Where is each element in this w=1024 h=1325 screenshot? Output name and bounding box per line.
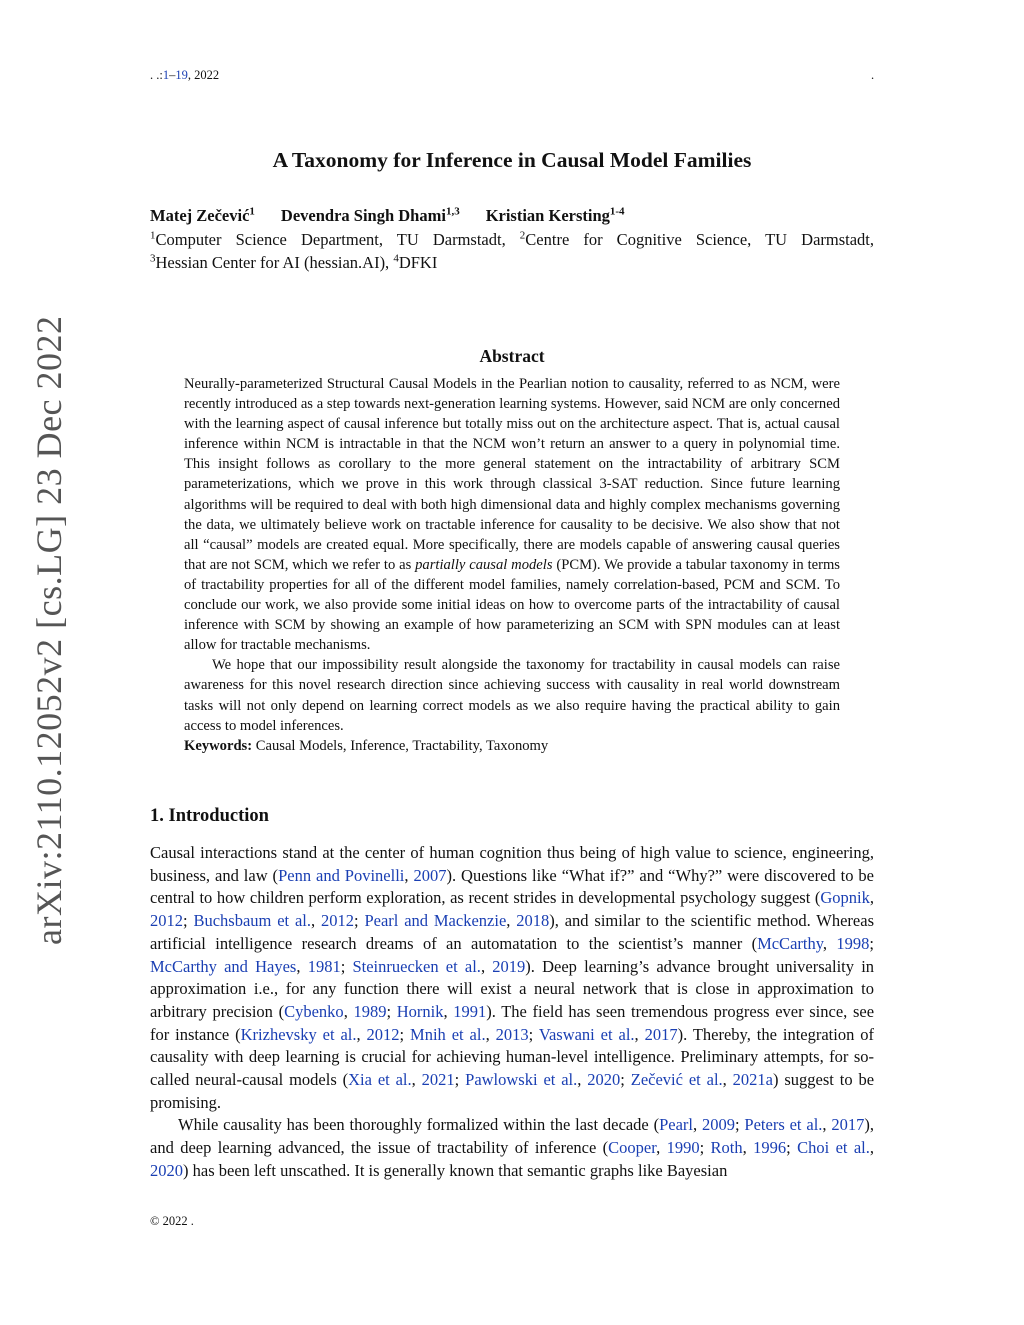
citation-link[interactable]: Cooper (608, 1138, 657, 1158)
arxiv-sidebar-stamp: arXiv:2110.12052v2 [cs.LG] 23 Dec 2022 (29, 315, 69, 945)
citation-link[interactable]: Penn and Povinelli (278, 865, 405, 885)
running-header-right: . (871, 68, 875, 82)
citation-link[interactable]: Mnih et al. (410, 1024, 486, 1044)
body-paragraph (150, 1114, 874, 1182)
body-text: , (822, 1115, 832, 1135)
body-text: ; (869, 933, 874, 953)
citation-link[interactable]: 2012 (321, 911, 354, 931)
body-text: ; (699, 1138, 711, 1158)
citation-link[interactable]: 2021a (732, 1070, 773, 1090)
citation-link[interactable]: 2021 (421, 1070, 455, 1090)
author-name: Kristian Kersting (485, 206, 610, 225)
body-text: ; (620, 1070, 631, 1090)
citation-link[interactable]: Pawlowski et al. (465, 1070, 578, 1090)
citation-link[interactable]: Hornik (396, 1001, 444, 1021)
citation-link[interactable]: 2020 (587, 1070, 621, 1090)
body-text: ) has been left unscathed. It is generally known that semantic graphs like Bayesian (183, 1160, 728, 1180)
citation-link[interactable]: 1990 (666, 1138, 700, 1158)
citation-link[interactable]: 1998 (836, 933, 870, 953)
body-text: , (411, 1070, 422, 1090)
body-text: ). The field has seen tremendous progress ever since, see for instance ( (150, 1001, 875, 1044)
citation-link[interactable]: 2019 (492, 956, 526, 976)
body-text: , (343, 1001, 354, 1021)
keywords: Keywords: Causal Models, Inference, Tractability, Taxonomy (184, 737, 549, 754)
citation-link[interactable]: Cybenko (284, 1001, 344, 1021)
author-list: Matej Zečević$^1$ Devendra Singh Dhami$^{1,3}$ Kristian Kersting$^{1-4}$ (150, 205, 625, 225)
body-paragraph (150, 842, 874, 1114)
body-text: , (869, 1138, 875, 1158)
citation-link[interactable]: Vaswani et al. (538, 1024, 635, 1044)
citation-link[interactable]: 2007 (413, 865, 447, 885)
body-text: , (869, 888, 874, 908)
body-text: , (692, 1115, 702, 1135)
body-text: ), and similar to the scientific method. Whereas artificial intelligence research dreams of an automatation to the scientist’s manner ( (150, 911, 874, 953)
body-text: ). Deep learning’s advance brought universality in approximation i.e., for any function there will exist a neural network that is close in approximation to arbitrary precision ( (150, 956, 875, 1021)
citation-link[interactable]: Krizhevsky et al. (240, 1024, 357, 1044)
citation-link[interactable]: Steinruecken et al. (352, 956, 481, 976)
body-text: ) suggest to be promising. (150, 1070, 875, 1112)
affiliation-line-2: $^3$Hessian Center for AI (hessian.AI), $^4$DFKI (150, 252, 438, 272)
citation-link[interactable]: Roth (710, 1138, 743, 1158)
citation-link[interactable]: Pearl and Mackenzie (364, 911, 507, 931)
author-name: Devendra Singh Dhami (280, 206, 446, 225)
body-text: , (404, 865, 414, 885)
citation-link[interactable]: Choi et al. (797, 1138, 870, 1158)
body-text: , (577, 1070, 588, 1090)
body-text: , (311, 911, 321, 931)
citation-link[interactable]: 2020 (150, 1160, 183, 1180)
citation-link[interactable]: 2018 (516, 911, 550, 931)
author-name: Matej Zečević (150, 206, 250, 225)
citation-link[interactable]: McCarthy (757, 933, 823, 953)
citation-link[interactable]: 1981 (307, 956, 341, 976)
citation-link[interactable]: 1989 (353, 1001, 387, 1021)
citation-link[interactable]: Peters et al. (744, 1115, 823, 1135)
running-header: . .:1–19, 2022 (150, 68, 220, 82)
body-text: , (485, 1024, 496, 1044)
body-text: ; (183, 911, 194, 931)
body-text: , (443, 1001, 454, 1021)
citation-link[interactable]: McCarthy and Hayes (150, 956, 297, 976)
body-text: ; (528, 1024, 539, 1044)
body-text: ; (786, 1138, 798, 1158)
citation-link[interactable]: Gopnik (820, 888, 870, 908)
copyright-footer: © 2022 . (150, 1214, 194, 1228)
body-text: , (356, 1024, 367, 1044)
body-text: ; (340, 956, 353, 976)
body-text: , (506, 911, 517, 931)
citation-link[interactable]: 1996 (753, 1138, 787, 1158)
body-text: Causal interactions stand at the center of human cognition thus being of high value to science, engineering, business, and law ( (150, 843, 874, 885)
body-text: , (634, 1024, 645, 1044)
body-text: , (480, 956, 493, 976)
body-text: ; (454, 1070, 466, 1090)
affiliation-line-1: $^1$Computer Science Department, TU Darmstadt, $^2$Centre for Cognitive Science, TU Darmstadt, (150, 229, 875, 249)
section-heading: 1. Introduction (150, 806, 269, 826)
body-text: ; (399, 1024, 411, 1044)
body-text: , (742, 1138, 754, 1158)
body-text: While causality has been thoroughly formalized within the last decade ( (178, 1115, 660, 1135)
citation-link[interactable]: 2017 (831, 1115, 865, 1135)
citation-link[interactable]: 2012 (150, 911, 183, 931)
citation-link[interactable]: Xia et al. (348, 1070, 412, 1090)
body-text: ), and deep learning advanced, the issue of tractability of inference ( (150, 1115, 875, 1158)
abstract-heading: Abstract (479, 346, 545, 366)
body-text: ; (354, 911, 365, 931)
citation-link[interactable]: 1991 (453, 1001, 487, 1021)
citation-link[interactable]: 2017 (644, 1024, 678, 1044)
body-text: ; (386, 1001, 397, 1021)
citation-link[interactable]: 2012 (366, 1024, 400, 1044)
paper-title: A Taxonomy for Inference in Causal Model Families (272, 148, 752, 172)
page-range-start-link[interactable]: 1 (162, 68, 170, 82)
abstract-paragraph: We hope that our impossibility result alongside the taxonomy for tractability in causal models can raise awareness for this novel research direction since achieving success with causality in real world downstream tasks will not only depend on learning correct models as we also require having the practical ability to gain access to model inferences. (184, 657, 840, 734)
body-text: , (296, 956, 308, 976)
body-text: , (722, 1070, 733, 1090)
page-range-end-link[interactable]: 19 (175, 68, 188, 82)
citation-link[interactable]: 2013 (495, 1024, 529, 1044)
body-text: ). Thereby, the integration of causality with deep learning is crucial for achieving human-level intelligence. Preliminary attempts, for so-called neural-causal models ( (150, 1024, 874, 1090)
body-text: , (656, 1138, 667, 1158)
citation-link[interactable]: 2009 (701, 1115, 735, 1135)
citation-link[interactable]: Zečević et al. (630, 1070, 723, 1090)
body-text: , (822, 933, 837, 953)
body-text: ). Questions like “What if?” and “Why?” were discovered to be central to how children perform exploration, as recent strides in developmental psychology suggest ( (150, 865, 874, 908)
abstract-paragraph: Neurally-parameterized Structural Causal Models in the Pearlian notion to causality, referred to as NCM, were recently introduced as a step towards next-generation learning systems. However, said NCM are only concerned with the learning aspect of causal inference but totally miss out on the architecture aspect. That is, actual causal inference within NCM is intractable in that the NCM won’t return an answer to a query in polynomial time. This insight follows as corollary to the more general statement on the intractability of arbitrary SCM parameterizations, which we prove in this work through classical 3-SAT reduction. Since future learning algorithms will be required to deal with both high dimensional data and highly complex mechanisms governing the data, we ultimately believe work on tractable inference for causality to be decisive. We also show that not all “causal” models are created equal. More specifically, there are models capable of answering causal queries that are not SCM, which we refer to as partially causal models (PCM). We provide a tabular taxonomy in terms of tractability properties for all of the different model families, namely correlation-based, PCM and SCM. To conclude our work, we also provide some initial ideas on how to overcome parts of the intractability of causal inference with SCM by showing an example of how parameterizing an SCM with SPN modules can at least allow for tractable mechanisms. (184, 376, 840, 654)
citation-link[interactable]: Buchsbaum et al. (193, 911, 312, 931)
abstract-body (184, 374, 840, 756)
introduction-body (150, 842, 874, 1183)
citation-link[interactable]: Pearl (659, 1115, 693, 1135)
body-text: ; (734, 1115, 745, 1135)
